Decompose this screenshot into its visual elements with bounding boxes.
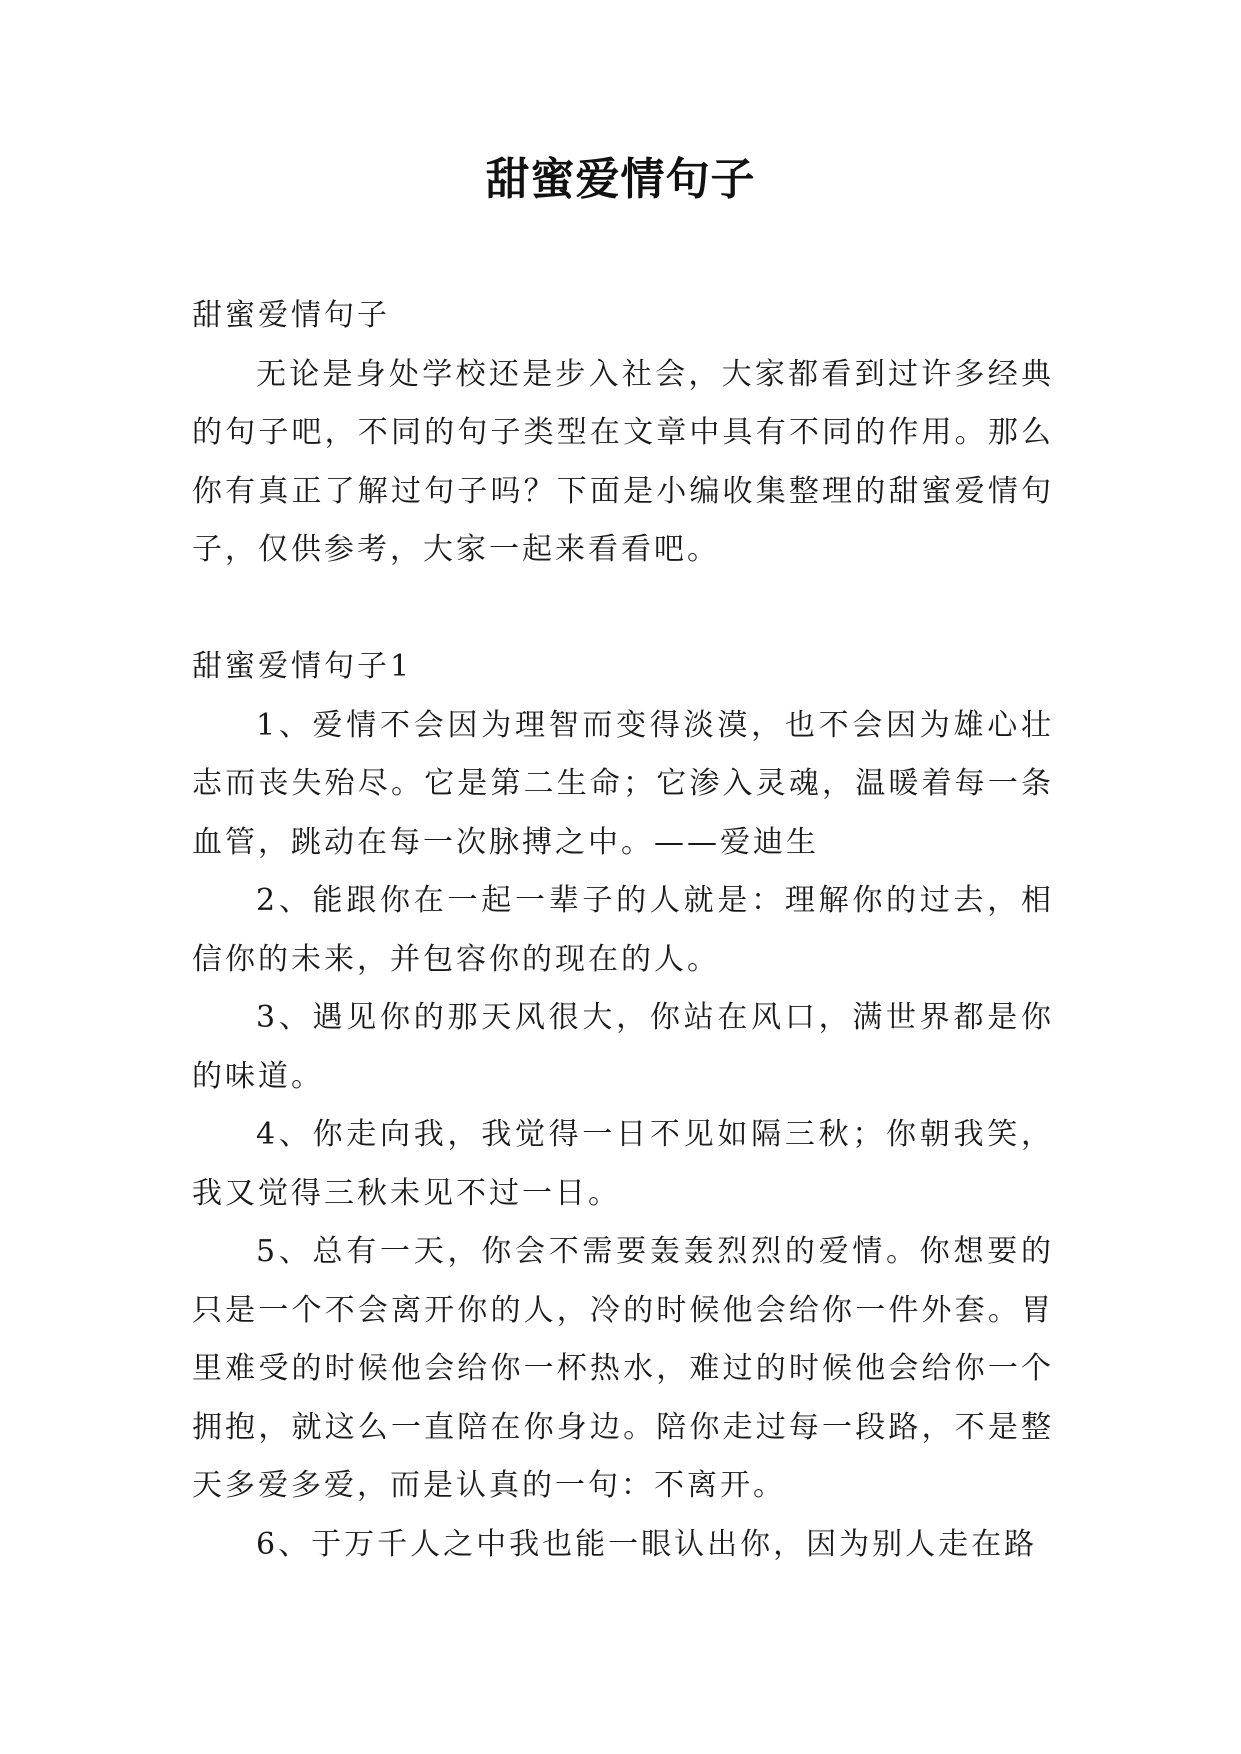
list-item: 5、总有一天，你会不需要轰轰烈烈的爱情。你想要的只是一个不会离开你的人，冷的时候他会给你一件外套。胃里难受的时候他会给你一杯热水，难过的时候他会给你一个拥抱，就这么一直陪在你身边。陪你走过每一段路，不是整天多爱多爱，而是认真的一句：不离开。 bbox=[192, 1234, 1054, 1503]
document-title: 甜蜜爱情句子 bbox=[485, 154, 756, 205]
list-item: 1、爱情不会因为理智而变得淡漠，也不会因为雄心壮志而丧失殆尽。它是第二生命；它渗入灵魂，温暖着每一条血管，跳动在每一次脉搏之中。——爱迪生 bbox=[192, 707, 1054, 860]
list-item: 2、能跟你在一起一辈子的人就是：理解你的过去，相信你的未来，并包容你的现在的人。 bbox=[192, 883, 1054, 977]
intro-paragraph: 无论是身处学校还是步入社会，大家都看到过许多经典的句子吧，不同的句子类型在文章中具有不同的作用。那么你有真正了解过句子吗？下面是小编收集整理的甜蜜爱情句子，仅供参考，大家一起来看看吧。 bbox=[192, 356, 1054, 567]
subtitle: 甜蜜爱情句子 bbox=[192, 298, 390, 333]
list-item: 6、于万千人之中我也能一眼认出你，因为别人走在路 bbox=[256, 1526, 1038, 1562]
document-body bbox=[192, 287, 1054, 1574]
paragraph-spacer bbox=[192, 580, 1054, 639]
section-heading: 甜蜜爱情句子1 bbox=[192, 649, 413, 684]
list-item: 4、你走向我，我觉得一日不见如隔三秋；你朝我笑，我又觉得三秋未见不过一日。 bbox=[192, 1117, 1054, 1211]
list-item: 3、遇见你的那天风很大，你站在风口，满世界都是你的味道。 bbox=[192, 1000, 1054, 1094]
